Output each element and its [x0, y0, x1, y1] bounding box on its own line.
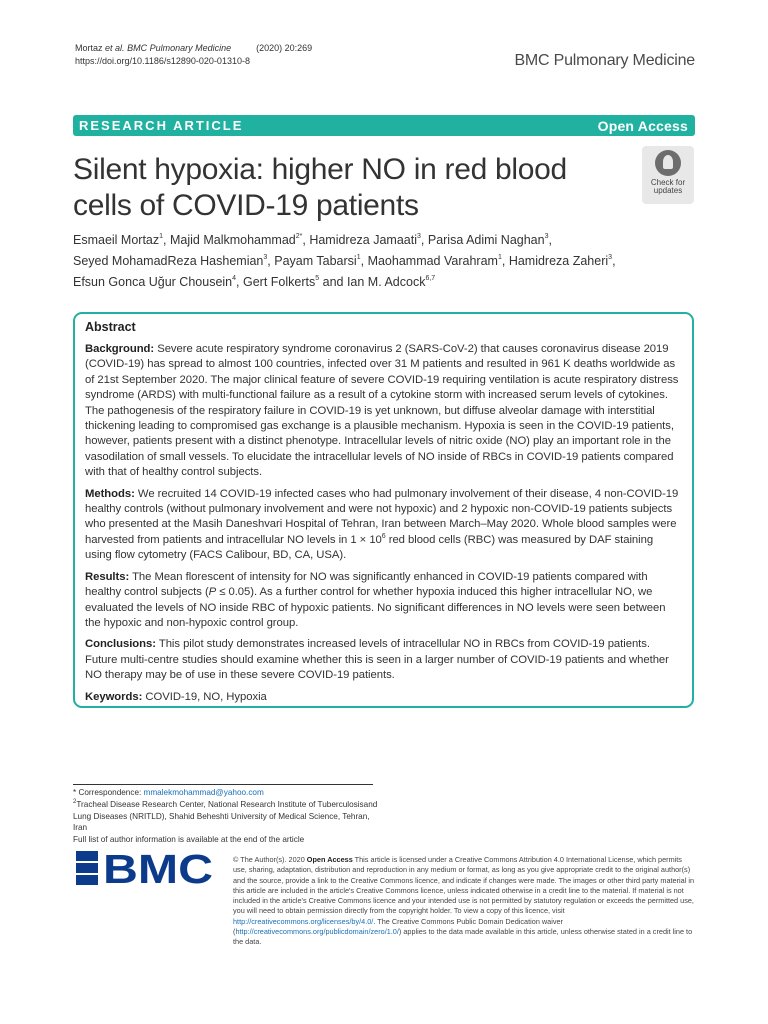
license-open-access: Open Access: [306, 855, 353, 864]
author-name[interactable]: Esmaeil Mortaz: [73, 233, 160, 247]
author-name[interactable]: Maohammad Varahram: [367, 254, 498, 268]
full-author-info-note: Full list of author information is available at the end of the article: [73, 835, 305, 845]
methods-text-cont: red blood cells (RBC) was measured by DAF staining using flow cytometry (FACS Calibour, BD, CA, USA).: [85, 533, 654, 562]
author-name[interactable]: Majid Malkmohammad: [170, 233, 296, 247]
author-list: [73, 230, 698, 293]
article-title: Silent hypoxia: higher NO in red blood cells of COVID-19 patients: [73, 153, 567, 222]
logo-text: BMC: [103, 851, 213, 885]
journal-brand: BMC Pulmonary Medicine: [514, 52, 695, 69]
check-for-updates-button[interactable]: [642, 146, 694, 204]
open-access-label: Open Access: [597, 117, 688, 134]
logo-bar-middle: [76, 863, 98, 873]
correspondence: * Correspondence: mmalekmohammad@yahoo.com: [73, 788, 264, 797]
methods-label: Methods:: [85, 487, 135, 500]
correspondence-email-link[interactable]: mmalekmohammad@yahoo.com: [143, 788, 264, 797]
methods-exponent: 6: [381, 532, 386, 540]
check-for-updates-text: Check for updates: [650, 178, 686, 195]
author-affiliation: 1: [497, 254, 502, 261]
abstract-heading: Abstract: [85, 320, 136, 334]
bookmark-icon: [655, 150, 681, 176]
affiliation-note: $^2$Tracheal Disease Research Center, National Research Institute of Tuberculosisand Lung Diseases (NRITLD), Shahid Beheshti University of Medical Science, Tehran, Iran: [73, 798, 378, 833]
author-line: Efsun Gonca Uğur Chousein$^4$, Gert Folkerts$^5$ and Ian M. Adcock$^{6,7}$: [73, 275, 436, 289]
header-journal: BMC Pulmonary Medicine: [127, 43, 232, 53]
abstract-conclusions: [85, 637, 682, 683]
author-name[interactable]: Gert Folkerts: [242, 275, 316, 289]
background-label: Background:: [85, 343, 155, 355]
author-name[interactable]: Payam Tabarsi: [274, 254, 357, 268]
logo-bar-top: [76, 851, 98, 861]
citation-header: [75, 42, 312, 68]
author-name[interactable]: Hamidreza Jamaati: [309, 233, 417, 247]
author-affiliation: 3: [263, 254, 268, 261]
author-affiliation: 3: [608, 254, 613, 261]
abstract-keywords: [85, 690, 682, 705]
citation-line: [75, 42, 312, 55]
article-type-label: RESEARCH ARTICLE: [79, 118, 244, 133]
author-affiliation: 5: [315, 275, 320, 282]
author-affiliation: 3: [544, 233, 549, 240]
header-citation: (2020) 20:269: [256, 43, 313, 53]
keywords-label: Keywords:: [85, 690, 143, 703]
keywords-text: COVID-19, NO, Hypoxia: [145, 690, 267, 703]
doi-link[interactable]: https://doi.org/10.1186/s12890-020-01310-8: [75, 56, 250, 66]
methods-text: We recruited 14 COVID-19 infected cases who had pulmonary involvement of their disease, 4 non-COVID-19 healthy controls (without pulmonary involvement and were not hypoxic) and 2 hypoxic non-COVID-19 patients subjects who presented at the Masih Daneshvari Hospital of Tehran, Iran between March–May 2020. Whole blood samples were harvested from patients and intracellular NO levels in 1 × 10: [85, 487, 679, 546]
cc0-waiver-link[interactable]: http://creativecommons.org/publicdomain/zero/1.0/: [235, 927, 399, 937]
author-affiliation: 1: [159, 233, 164, 240]
abstract-results: [85, 570, 682, 632]
p-value-symbol: P: [208, 586, 217, 599]
author-name[interactable]: Ian M. Adcock: [346, 275, 426, 289]
author-line: Seyed MohamadReza Hashemian$^3$, Payam Tabarsi$^1$, Maohammad Varahram$^1$, Hamidreza Zaheri$^3$,: [73, 254, 616, 268]
results-label: Results:: [85, 570, 130, 583]
author-affiliation: 1: [356, 254, 361, 261]
author-name[interactable]: Hamidreza Zaheri: [508, 254, 609, 268]
header-authors: Mortaz: [75, 43, 103, 53]
cc-by-license-link[interactable]: http://creativecommons.org/licenses/by/4.0/: [233, 916, 374, 926]
author-affiliation: 4: [232, 275, 237, 282]
author-name[interactable]: Seyed MohamadReza Hashemian: [73, 254, 264, 268]
footnotes: [73, 787, 378, 846]
abstract-background: [85, 342, 682, 481]
abstract-methods: [85, 487, 682, 564]
author-name[interactable]: Efsun Gonca Uğur Chousein: [73, 275, 233, 289]
author-affiliation: 3: [417, 233, 421, 240]
license-text: © The Author(s). 2020 Open Access This article is licensed under a Creative Commons Attribution 4.0 International License, which permits use, sharing, adaptation, distribution and reproduction in any medium or format, as long as you give appropriate credit to the original author(s) and the source, provide a link to the Creative Commons licence, and indicate if changes were made. The images or other third party material in this article are included in the article's Creative Commons licence, unless indicated otherwise in a credit line to the material. If material is not included in the article's Creative Commons licence and your intended use is not permitted by statutory regulation or exceeds the permitted use, you will need to obtain permission directly from the copyright holder. To view a copy of this licence, visit http://creativecommons.org/licenses/by/4.0/. The Creative Commons Public Domain Dedication waiver (http://creativecommons.org/publicdomain/zero/1.0/) applies to the data made available in this article, unless otherwise stated in a credit line to the data.: [233, 855, 695, 947]
article-type-ribbon: [73, 115, 695, 136]
conclusions-text: This pilot study demonstrates increased levels of intracellular NO in RBCs from COVID-19 patients. Future multi-centre studies should examine whether this is seen in a larger number of COVID-19 patients and whether NO therapy may be of use in these severe COVID-19 patients.: [85, 638, 669, 682]
header-etal: et al.: [105, 43, 125, 53]
abstract-box: [73, 312, 694, 708]
footnote-divider: [73, 784, 373, 785]
author-affiliation: 6,7: [425, 275, 436, 282]
bmc-logo: [76, 851, 214, 885]
results-text: The Mean florescent of intensity for NO was significantly enhanced in COVID-19 patients compared with healthy control subjects (: [85, 570, 648, 599]
results-text-cont: ≤ 0.05). As a further control for whether hypoxia induced this higher intracellular NO, we evaluated the levels of NO inside RBC of hypoxic patients. No significant differences in NO levels were seen between the hypoxic and non-hypoxic control group.: [85, 586, 666, 629]
author-name[interactable]: Parisa Adimi Naghan: [427, 233, 545, 247]
logo-bar-bottom: [76, 875, 98, 885]
check-for-updates-badge: [642, 146, 694, 204]
author-line: Esmaeil Mortaz$^1$, Majid Malkmohammad$^{2*}$, Hamidreza Jamaati$^3$, Parisa Adimi Naghan$^3$,: [73, 233, 552, 247]
conclusions-label: Conclusions:: [85, 638, 156, 651]
background-text: Severe acute respiratory syndrome coronavirus 2 (SARS-CoV-2) that causes coronavirus disease 2019 (COVID-19) has spread to almost 100 countries, infected over 31 M patients and resulted in 961 K deaths worldwide as of 21st September 2020. The major clinical feature of severe COVID-19 requiring ventilation is acute respiratory distress syndrome (ARDS) with multi-functional failure as a result of a cytokine storm with increased serum levels of cytokines. The pathogenesis of the respiratory failure in COVID-19 is yet unknown, but diffuse alveolar damage with interstitial thickening leading to compromised gas exchange is a plausible mechanism. Hypoxia is seen in the COVID-19 patients, however, patients present with a distinct phenotype. Intracellular levels of nitric oxide (NO) play an important role in the vasodilation of small vessels. To elucidate the intracellular levels of NO inside of RBCs in COVID-19 patients compared with that of healthy control subjects.: [85, 343, 679, 479]
author-affiliation: 2*: [295, 233, 303, 240]
